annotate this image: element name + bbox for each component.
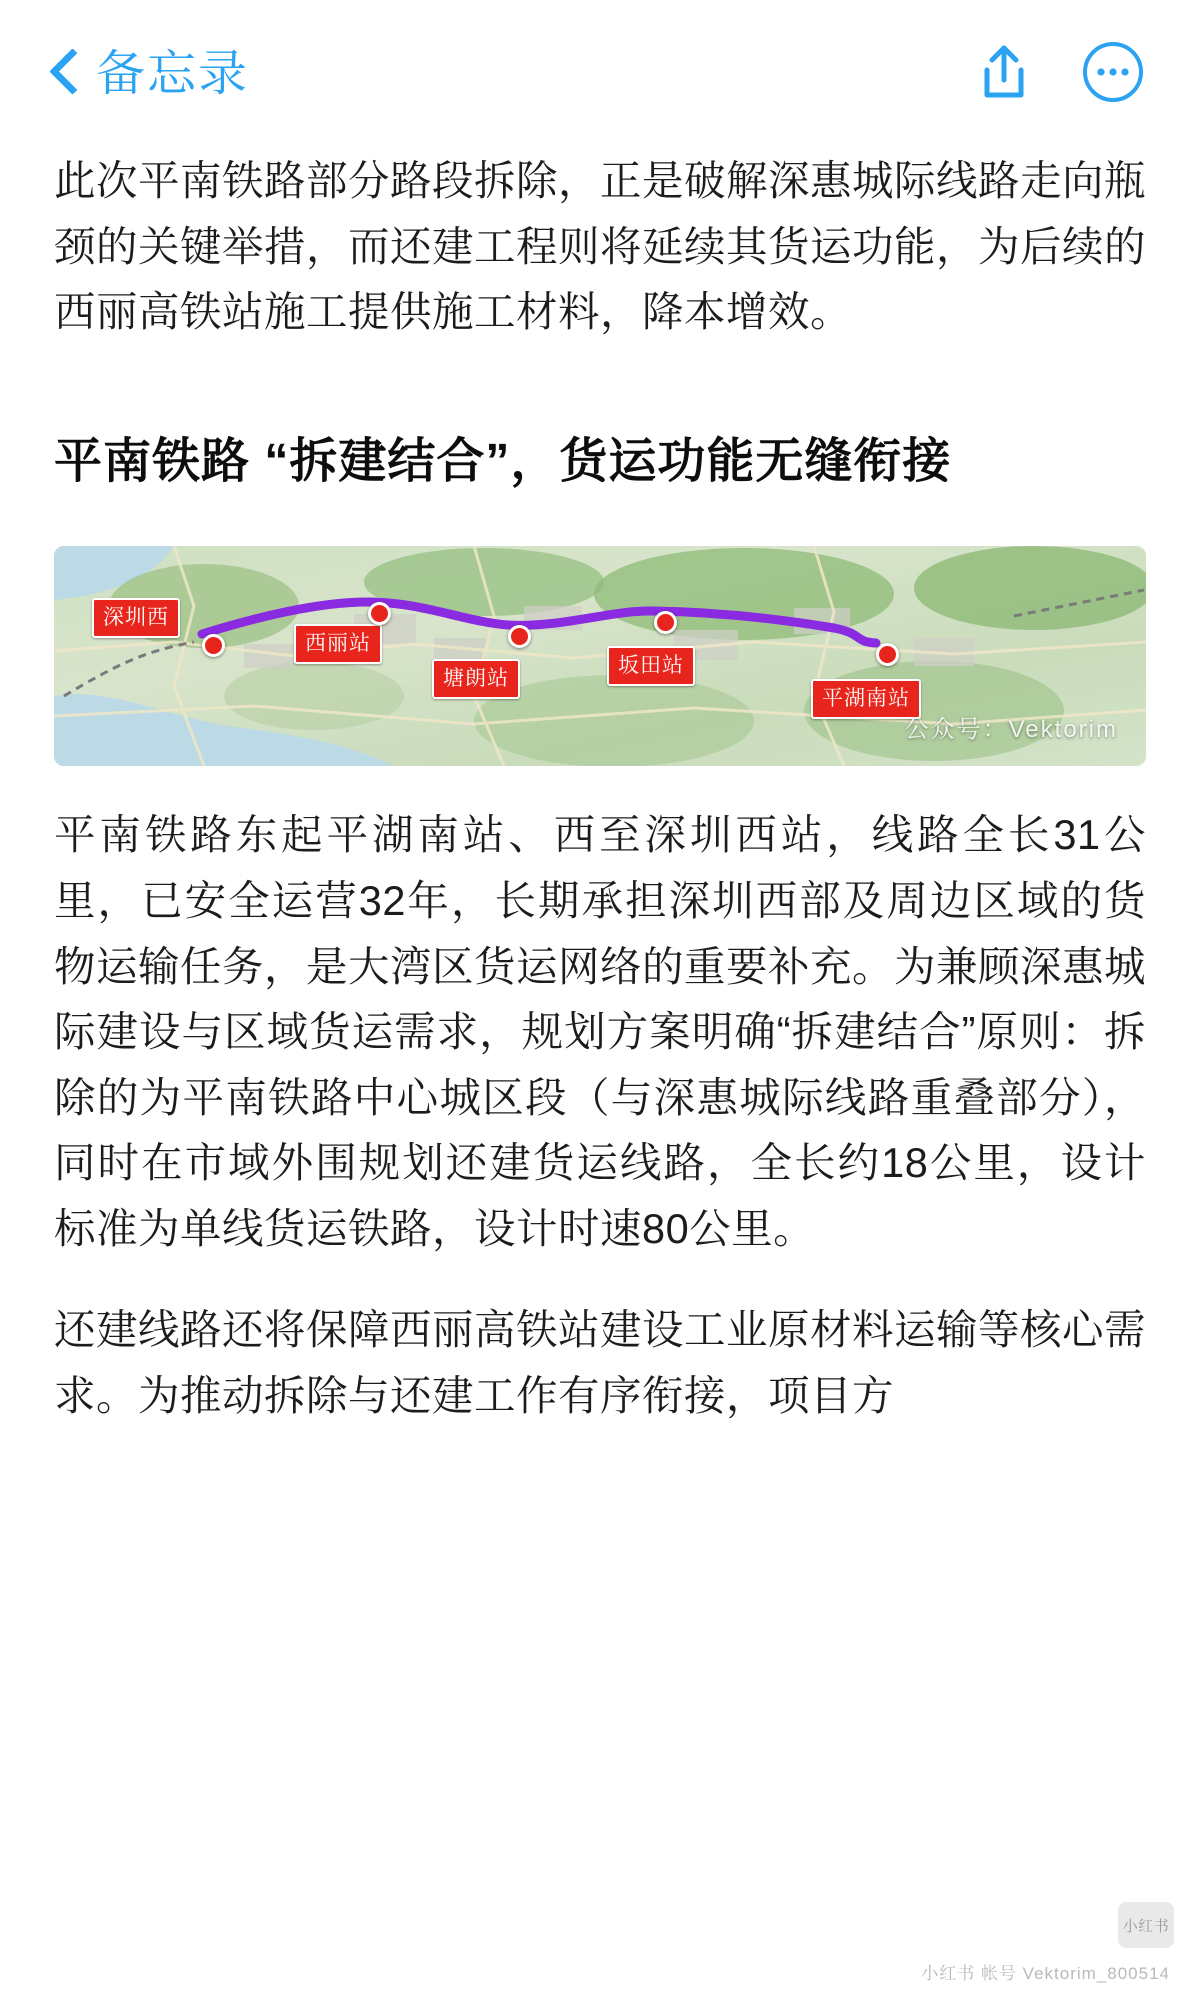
- account-watermark: 小红书 帐号 Vektorim_800514: [921, 1964, 1170, 1983]
- map-station-label: 坂田站: [607, 646, 695, 686]
- app-watermark-badge: 小红书: [1118, 1902, 1174, 1948]
- page-title: 备忘录: [96, 46, 250, 101]
- chevron-left-icon[interactable]: [48, 47, 78, 101]
- article-paragraph-3: 还建线路还将保障西丽高铁站建设工业原材料运输等核心需求。为推动拆除与还建工作有序衔接，项目方: [54, 1306, 1147, 1419]
- route-map-figure: [54, 546, 1146, 766]
- back-button[interactable]: [48, 47, 249, 101]
- app-header: [0, 0, 1200, 148]
- more-circle-icon[interactable]: [1082, 41, 1144, 108]
- map-station-label: 平湖南站: [811, 679, 921, 719]
- share-icon[interactable]: [976, 42, 1032, 107]
- article-paragraph-1: 此次平南铁路部分路段拆除，正是破解深惠城际线路走向瓶颈的关键举措，而还建工程则将延续其货运功能，为后续的西丽高铁站施工提供施工材料，降本增效。: [54, 157, 1147, 336]
- map-station-label: 塘朗站: [432, 659, 520, 699]
- header-actions: [976, 41, 1144, 108]
- article-section-title: 平南铁路 “拆建结合”，货运功能无缝衔接: [54, 434, 952, 488]
- map-watermark: 公众号：Vektorim: [904, 716, 1118, 744]
- map-station-label: 深圳西: [92, 598, 180, 638]
- map-station-label: 西丽站: [294, 624, 382, 664]
- article-paragraph-2: 平南铁路东起平湖南站、西至深圳西站，线路全长31公里，已安全运营32年，长期承担深圳西部及周边区域的货物运输任务，是大湾区货运网络的重要补充。为兼顾深惠城际建设与区域货运需求，规划方案明确“拆建结合”原则：拆除的为平南铁路中心城区段（与深惠城际线路重叠部分），同时在市域外围规划还建货运线路，全长约18公里，设计标准为单线货运铁路，设计时速80公里。: [54, 811, 1147, 1252]
- article-content: [0, 148, 1200, 1429]
